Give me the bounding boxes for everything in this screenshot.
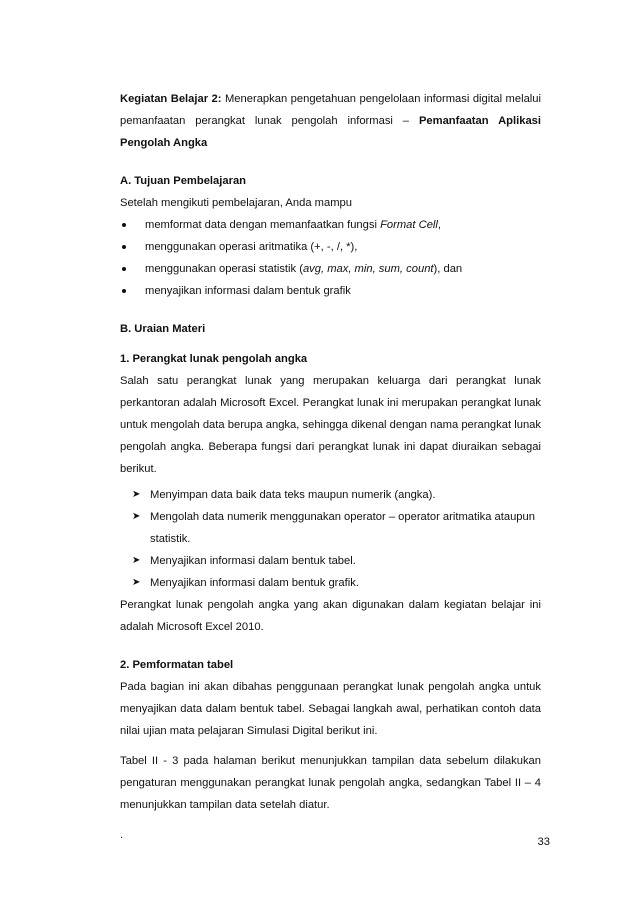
subsection-2-heading: 2. Pemformatan tabel — [120, 659, 234, 671]
subsection-1-paragraph-1: Salah satu perangkat lunak yang merupakan keluarga dari perangkat lunak perkantoran adalah Microsoft Excel. Perangkat lunak ini merupakan perangkat lunak untuk mengolah data berupa angka, sehingga dikenal dengan nama perangkat lunak pengolah angka. Beberapa fungsi dari perangkat lunak ini dapat diuraikan sebagai berikut. — [120, 375, 541, 475]
bullet-icon — [122, 289, 126, 293]
intro-paragraph — [120, 88, 541, 154]
subsection-1-heading: 1. Perangkat lunak pengolah angka — [120, 353, 308, 365]
page-number: 33 — [537, 836, 550, 848]
bullet-icon — [122, 267, 126, 271]
list-item: ➤ Menyajikan informasi dalam bentuk grafik. — [132, 572, 541, 594]
arrow-bullet-icon: ➤ — [132, 511, 141, 522]
list-item: ➤ Menyimpan data baik data teks maupun numerik (angka). — [132, 484, 541, 506]
subsection-2-paragraph-2: Tabel II - 3 pada halaman berikut menunjukkan tampilan data sebelum dilakukan pengaturan menggunakan perangkat lunak pengolah angka, sedangkan Tabel II – 4 menunjukkan tampilan data setelah diatur. — [120, 755, 541, 811]
subsection-2-paragraph-1: Pada bagian ini akan dibahas penggunaan perangkat lunak pengolah angka untuk menyajikan data dalam bentuk tabel. Sebagai langkah awal, perhatikan contoh data nilai ujian mata pelajaran Simulasi Digital berikut ini. — [120, 681, 541, 737]
arrow-bullet-icon: ➤ — [132, 489, 141, 500]
bullet-icon — [122, 223, 126, 227]
list-item: menyajikan informasi dalam bentuk grafik — [120, 280, 541, 302]
trailing-period: . — [120, 829, 124, 841]
list-item: menggunakan operasi aritmatika (+, -, /, *), — [120, 236, 541, 258]
section-a-heading: A. Tujuan Pembelajaran — [120, 175, 246, 187]
intro-label: Kegiatan Belajar 2: — [120, 93, 222, 105]
list-item: ➤ Mengolah data numerik menggunakan operator – operator aritmatika ataupun statistik. — [132, 506, 541, 550]
list-item: memformat data dengan memanfaatkan fungsi Format Cell, — [120, 214, 541, 236]
list-item: menggunakan operasi statistik (avg, max, min, sum, count), dan — [120, 258, 541, 280]
functions-list — [120, 484, 541, 594]
arrow-bullet-icon: ➤ — [132, 577, 141, 588]
section-a-lead: Setelah mengikuti pembelajaran, Anda mampu — [120, 197, 352, 209]
bullet-icon — [122, 245, 126, 249]
list-item: ➤ Menyajikan informasi dalam bentuk tabel. — [132, 550, 541, 572]
intro-text: Menerapkan pengetahuan pengelolaan informasi digital melalui pemanfaatan perangkat lunak pengolah informasi – — [120, 93, 541, 127]
objectives-list — [120, 214, 541, 302]
page-body — [120, 88, 541, 846]
arrow-bullet-icon: ➤ — [132, 555, 141, 566]
subsection-1-paragraph-2: Perangkat lunak pengolah angka yang akan digunakan dalam kegiatan belajar ini adalah Microsoft Excel 2010. — [120, 599, 541, 633]
intro-bold-tail: Pemanfaatan Aplikasi Pengolah Angka — [120, 115, 541, 149]
section-b-heading: B. Uraian Materi — [120, 323, 206, 335]
